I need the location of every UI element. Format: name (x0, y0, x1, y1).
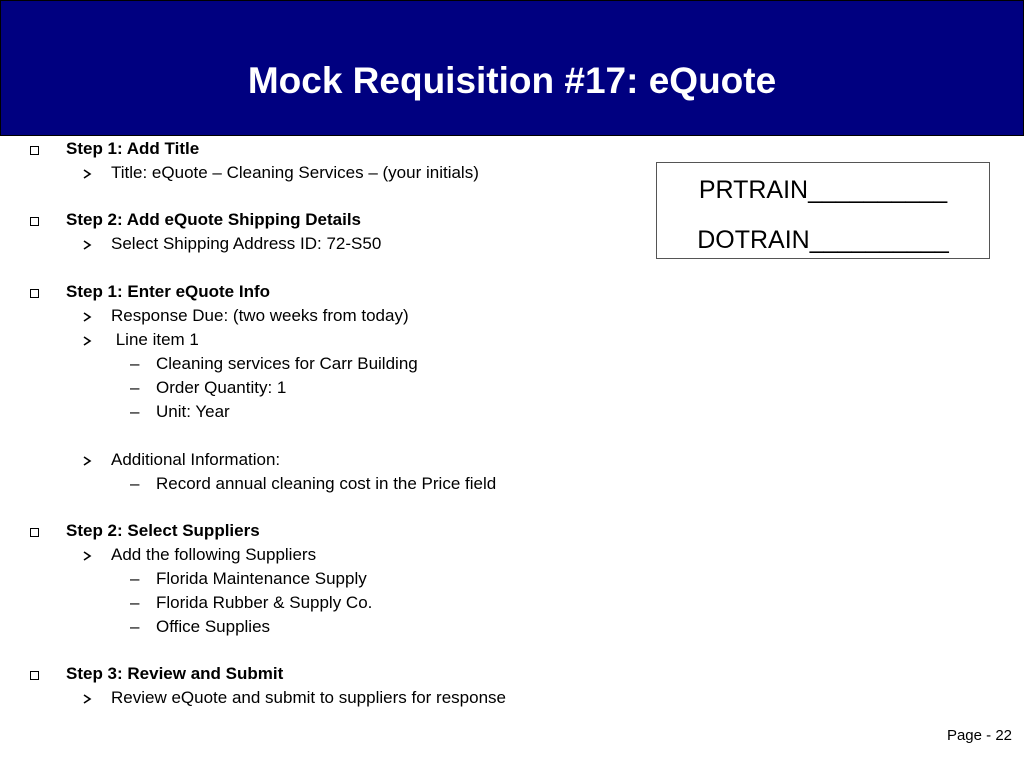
sub-list-item: Cleaning services for Carr Building (156, 354, 418, 373)
arrow-right-icon (82, 312, 92, 322)
page-number: Page - 22 (946, 727, 1012, 744)
list-item: Additional Information: (111, 450, 281, 469)
dotrain-code: DOTRAIN__________ (697, 226, 949, 254)
step-heading: Step 1: Add Title (66, 139, 200, 158)
sub-list-item: Record annual cleaning cost in the Price field (156, 474, 497, 493)
list-item: Add the following Suppliers (111, 545, 317, 564)
list-item: Title: eQuote – Cleaning Services – (your initials) (111, 163, 479, 182)
training-code-box (656, 162, 990, 259)
sub-list-item: Order Quantity: 1 (156, 378, 287, 397)
list-item: Review eQuote and submit to suppliers for response (111, 688, 506, 707)
list-item: Select Shipping Address ID: 72-S50 (111, 234, 382, 253)
step-heading: Step 2: Select Suppliers (66, 521, 260, 540)
dash-marker: – (130, 474, 140, 493)
square-checkbox-icon (30, 289, 39, 298)
list-item: Response Due: (two weeks from today) (111, 306, 409, 325)
dash-marker: – (130, 593, 140, 612)
square-checkbox-icon (30, 146, 39, 155)
dash-marker: – (130, 402, 140, 421)
arrow-right-icon (82, 456, 92, 466)
dash-marker: – (130, 378, 140, 397)
square-checkbox-icon (30, 671, 39, 680)
prtrain-code: PRTRAIN__________ (698, 176, 948, 204)
arrow-right-icon (82, 240, 92, 250)
slide-title: Mock Requisition #17: eQuote (247, 60, 777, 101)
arrow-right-icon (82, 336, 92, 346)
square-checkbox-icon (30, 217, 39, 226)
square-checkbox-icon (30, 528, 39, 537)
dash-marker: – (130, 569, 140, 588)
arrow-right-icon (82, 169, 92, 179)
sub-list-item: Florida Maintenance Supply (156, 569, 367, 588)
sub-list-item: Florida Rubber & Supply Co. (156, 593, 373, 612)
sub-list-item: Unit: Year (156, 402, 230, 421)
title-bar (0, 0, 1024, 136)
arrow-right-icon (82, 551, 92, 561)
sub-list-item: Office Supplies (156, 617, 271, 636)
dash-marker: – (130, 617, 140, 636)
step-heading: Step 2: Add eQuote Shipping Details (66, 210, 362, 229)
step-heading: Step 1: Enter eQuote Info (66, 282, 271, 301)
arrow-right-icon (82, 694, 92, 704)
list-item: Line item 1 (111, 330, 199, 349)
dash-marker: – (130, 354, 140, 373)
step-heading: Step 3: Review and Submit (66, 664, 284, 683)
